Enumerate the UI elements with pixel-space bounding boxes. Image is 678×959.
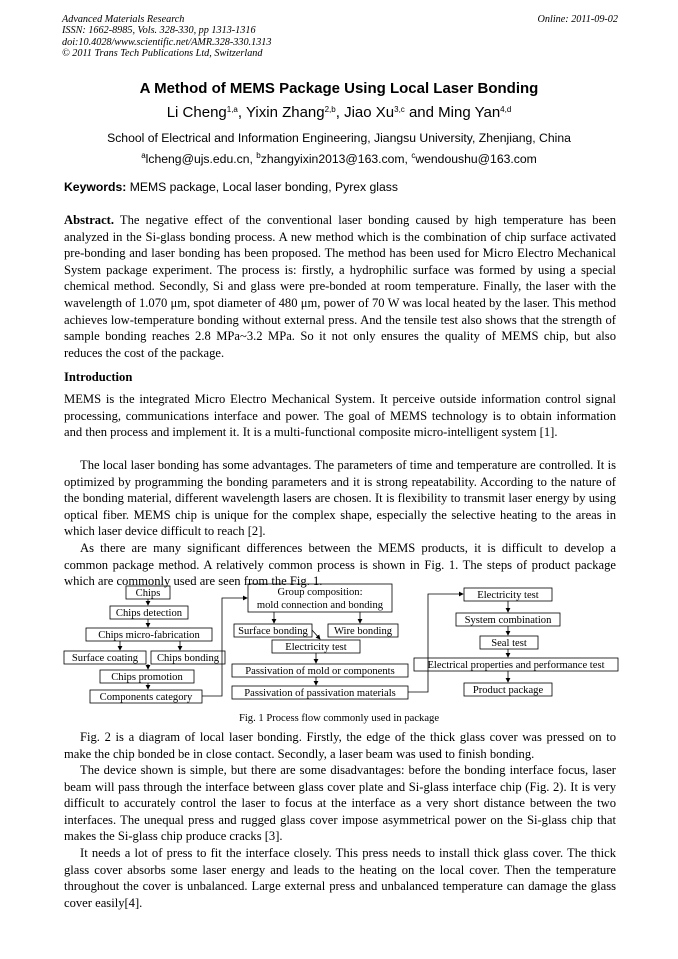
email-list: $^a$lcheng@ujs.edu.cn, $^b$zhangyixin2013@163.com, $^c$wendoushu@163.com [141, 151, 537, 166]
label-group-line2: mold connection and bonding [256, 600, 384, 611]
email-link: lcheng@ujs.edu.cn, [145, 152, 257, 166]
body-paragraph-2: The device shown is simple, but there are some disadvantages: before the bonding interface focus, laser beam will pass through the interface between glass cover plate and Si-glass interface chip (Fig. 2). It is very difficult to accurately control the laser to focus at the interface as a very short distance between the two interfaces. The unequal press and rugged glass cover impose asymmetrical power on the Si-glass chip that makes the Si-glass chip produce cracks [3]. [64, 763, 616, 844]
intro-paragraph-1: MEMS is the integrated Micro Electro Mechanical System. It perceive outside information control signal processing, communications interface and power. The goal of MEMS technology is to obtain information and then process and implement it. It is a multi-functional composite micro-intelligent system [1]. [64, 392, 616, 440]
author-name: Yixin Zhang [245, 104, 325, 121]
arrow [312, 630, 320, 639]
label-passivation-materials: Passivation of passivation materials [244, 688, 396, 699]
label-electrical-properties: Electrical properties and performance test [427, 660, 605, 671]
intro-paragraph-2: The local laser bonding has some advantages. The parameters of time and temperature are controlled. It is optimized by programming the bonding parameters and it is strong repeatability. According to the nature of the bonding material, different wavelength lasers are chosen. It is flexibility to transmit laser energy by using optical fiber. MEMS chip is unique for the complex shape, especially the selective heating to the areas in which laser device difficult to reach [2]. [64, 458, 616, 539]
label-chips-promotion: Chips promotion [111, 672, 183, 683]
author-affil-mark: 2,b [324, 105, 336, 114]
author-affil-mark: 1,a [226, 105, 238, 114]
journal-header [62, 14, 618, 60]
label-chips-micro: Chips micro-fabrication [98, 630, 200, 641]
author-affil-mark: 4,d [500, 105, 512, 114]
intro-paragraph-3: As there are many significant differences between the MEMS products, it is difficult to develop a common package method. A relatively common process is shown in Fig. 1. The steps of product package which are commonly used are seen from the Fig. 1. [64, 541, 616, 589]
figure-1-flowchart [60, 582, 620, 710]
section-heading-introduction: Introduction [64, 370, 133, 384]
label-chips-bonding: Chips bonding [156, 653, 220, 664]
label-chips: Chips [135, 588, 161, 599]
label-system-combination: System combination [464, 615, 552, 626]
copyright-line: © 2011 Trans Tech Publications Ltd, Switzerland [62, 48, 263, 60]
label-surface-coating: Surface coating [71, 653, 139, 664]
author-name: Jiao Xu [344, 104, 395, 121]
label-seal-test: Seal test [491, 638, 527, 649]
label-electricity-test-mid: Electricity test [285, 642, 347, 653]
label-surface-bonding: Surface bonding [238, 626, 308, 637]
email-link: zhangyixin2013@163.com, [260, 152, 412, 166]
author-name: Ming Yan [438, 104, 501, 121]
figure-1-caption: Fig. 1 Process flow commonly used in package [238, 713, 440, 724]
online-date: Online: 2011-09-02 [537, 14, 618, 25]
label-components-category: Components category [99, 692, 193, 703]
abstract-label: Abstract. [64, 213, 115, 227]
email-link: wendoushu@163.com [415, 152, 537, 166]
label-group-line1: Group composition: [277, 587, 363, 598]
keywords-label: Keywords: [64, 180, 127, 194]
label-electricity-test-right: Electricity test [477, 590, 539, 601]
arrow [202, 598, 247, 696]
abstract [64, 212, 616, 361]
body-paragraph-3: It needs a lot of press to fit the interface closely. This press needs to install thick glass cover. The thick glass cover absorbs some laser energy and leads to the heating on the local cover. Then the temperature throughout the cover is unbalanced. Large external press and unbalanced temperature can damage the glass cover easily[4]. [64, 846, 616, 910]
label-wire-bonding: Wire bonding [333, 626, 393, 637]
arrow [408, 594, 463, 692]
doi-line: doi:10.4028/www.scientific.net/AMR.328-330.1313 [62, 36, 272, 48]
author-list: Li Cheng$^{1,a}$, Yixin Zhang$^{2,b}$, Jiao Xu$^{3,c}$ and Ming Yan$^{4,d}$ [166, 104, 512, 121]
author-affil-mark: 3,c [394, 105, 405, 114]
affiliation: School of Electrical and Information Engineering, Jiangsu University, Zhenjiang, China [107, 131, 571, 145]
abstract-text: The negative effect of the conventional laser bonding caused by high temperature has been analyzed in the Si-glass bonding process. A new method which is the combination of chip surface activated pre-bonding and laser bonding has been proposed. The method has been used for Micro Electro Mechanical System package experiment. The process is: firstly, a hydrophilic surface was formed by using a special chemical method. Secondly, Si and glass were pre-bonded at room temperature. Finally, the laser with the wavelength of 1.070 μm, spot diameter of 480 μm, power of 70 W was local heated by the laser. This method achieves low-temperature bonding without external press. And the tensile test also shows that the strength of sample bonding reaches 2.8 MPa~3.2 MPa. So it not only ensures the quality of MEMS chip, but also reduces the cost of the package. [64, 213, 616, 360]
journal-name: Advanced Materials Research [62, 14, 185, 25]
keywords-text: MEMS package, Local laser bonding, Pyrex glass [126, 180, 398, 194]
paper-title: A Method of MEMS Package Using Local Laser Bonding [139, 80, 539, 97]
label-passivation-mold: Passivation of mold or components [245, 666, 395, 677]
label-chips-detection: Chips detection [115, 608, 183, 619]
issn-line: ISSN: 1662-8985, Vols. 328-330, pp 1313-1316 [62, 25, 256, 37]
body-paragraph-1: Fig. 2 is a diagram of local laser bonding. Firstly, the edge of the thick glass cover was pressed on to make the chip bonded be in close contact. Secondly, a laser beam was used to finish bonding. [64, 730, 616, 761]
label-product-package: Product package [472, 685, 544, 696]
keywords [64, 180, 398, 194]
author-name: Li Cheng [166, 104, 227, 121]
